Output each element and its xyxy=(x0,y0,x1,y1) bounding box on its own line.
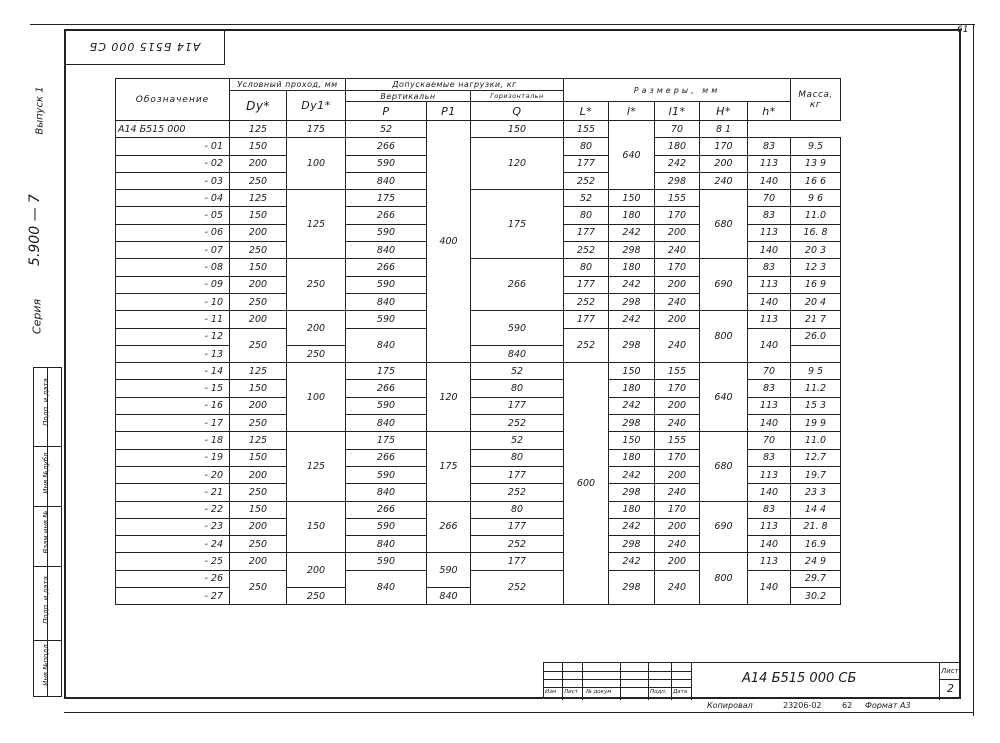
cell-designation: - 14 xyxy=(116,363,230,380)
cell-l1: 240 xyxy=(655,536,700,553)
header-designation: Обозначение xyxy=(116,79,230,121)
cell-l: 180 xyxy=(655,138,700,155)
cell-dy1: 100 xyxy=(287,138,346,190)
flipped-code: A14 Б515 000 СБ xyxy=(88,40,201,53)
header-dy1: Dу1* xyxy=(287,91,346,121)
cell-mass: 11.0 xyxy=(791,432,841,449)
cell-l: 242 xyxy=(609,518,655,535)
cell-designation: - 19 xyxy=(116,449,230,466)
cell-designation: - 22 xyxy=(116,501,230,518)
cell-q: 52 xyxy=(564,190,609,207)
cell-dy: 200 xyxy=(230,311,287,328)
footer-rule xyxy=(64,712,974,713)
cell-l: 150 xyxy=(609,432,655,449)
cell-l: 298 xyxy=(655,172,700,189)
cell-p: 840 xyxy=(346,570,427,605)
cell-dy: 200 xyxy=(230,397,287,414)
cell-designation: - 08 xyxy=(116,259,230,276)
right-edge-line xyxy=(973,24,974,716)
cell-q: 177 xyxy=(564,224,609,241)
header-L: L* xyxy=(564,102,609,121)
cell-q: 252 xyxy=(564,328,609,363)
cell-h: 113 xyxy=(748,466,791,483)
cell-h: 70 xyxy=(748,190,791,207)
table-row xyxy=(116,553,841,570)
cell-H: 640 xyxy=(700,363,748,432)
cell-q: 252 xyxy=(564,172,609,189)
cell-h: 113 xyxy=(748,397,791,414)
table-row xyxy=(116,138,841,155)
sheet-number: 61 xyxy=(957,25,969,35)
cell-l: 298 xyxy=(609,415,655,432)
cell-l1: 200 xyxy=(655,518,700,535)
cell-l1: 200 xyxy=(700,155,748,172)
cell-designation: - 24 xyxy=(116,536,230,553)
cell-p: 840 xyxy=(346,242,427,259)
cell-dy: 200 xyxy=(230,155,287,172)
cell-designation: - 10 xyxy=(116,293,230,310)
cell-dy: 150 xyxy=(230,259,287,276)
cell-l: 298 xyxy=(609,242,655,259)
cell-q: 177 xyxy=(471,553,564,570)
cell-l: 150 xyxy=(609,190,655,207)
cell-p: 590 xyxy=(346,466,427,483)
header-horizontal: Горизонтальн xyxy=(471,91,564,102)
cell-designation: - 01 xyxy=(116,138,230,155)
cell-q: 80 xyxy=(471,449,564,466)
cell-q: 252 xyxy=(564,293,609,310)
cell-l1: 200 xyxy=(655,397,700,414)
cell-mass: 19.7 xyxy=(791,466,841,483)
cell-mass: 21. 8 xyxy=(791,518,841,535)
table-body xyxy=(116,121,841,605)
cell-dy: 200 xyxy=(230,276,287,293)
cell-H: 800 xyxy=(700,311,748,363)
cell-l1: 240 xyxy=(655,242,700,259)
header-dims: Размеры, мм xyxy=(564,79,791,102)
cell-p1: 590 xyxy=(471,311,564,346)
cell-l1: 155 xyxy=(564,121,609,138)
footer-format: Формат А3 xyxy=(865,701,911,710)
cell-p: 590 xyxy=(346,155,427,172)
cell-p: 266 xyxy=(346,207,427,224)
cell-mass: 11.0 xyxy=(791,207,841,224)
cell-q: 80 xyxy=(471,501,564,518)
left-stamp-strip xyxy=(33,367,62,697)
cell-designation: - 18 xyxy=(116,432,230,449)
cell-designation: - 03 xyxy=(116,172,230,189)
cell-h: 140 xyxy=(748,242,791,259)
cell-p: 590 xyxy=(346,397,427,414)
cell-h: 140 xyxy=(748,536,791,553)
cell-designation: - 16 xyxy=(116,397,230,414)
cell-mass: 9 6 xyxy=(791,190,841,207)
cell-q: 52 xyxy=(471,432,564,449)
cell-dy1: 150 xyxy=(287,501,346,553)
col-sign: Подп. xyxy=(650,689,667,695)
cell-l1: 200 xyxy=(655,553,700,570)
header-q: Q xyxy=(471,102,564,121)
cell-dy: 250 xyxy=(230,172,287,189)
cell-p: 590 xyxy=(346,311,427,328)
cell-l: 298 xyxy=(609,570,655,605)
cell-dy1: 250 xyxy=(287,588,346,605)
cell-dy1: 200 xyxy=(287,553,346,588)
cell-designation: - 11 xyxy=(116,311,230,328)
cell-l: 180 xyxy=(609,259,655,276)
cell-l: 242 xyxy=(609,311,655,328)
cell-dy1: 125 xyxy=(287,432,346,501)
cell-p: 175 xyxy=(346,432,427,449)
flipped-code-box xyxy=(64,29,225,65)
cell-q: 177 xyxy=(471,397,564,414)
cell-q: 177 xyxy=(471,466,564,483)
cell-p: 840 xyxy=(346,536,427,553)
col-list: Лист xyxy=(564,689,578,695)
cell-p: 175 xyxy=(287,121,346,138)
cell-mass: 16 9 xyxy=(791,276,841,293)
cell-dy: 250 xyxy=(230,536,287,553)
header-l: l* xyxy=(609,102,655,121)
cell-h: 140 xyxy=(748,172,791,189)
cell-dy: 125 xyxy=(230,432,287,449)
title-block xyxy=(543,662,961,699)
cell-H: 680 xyxy=(700,190,748,259)
cell-dy: 250 xyxy=(230,570,287,605)
cell-designation: - 17 xyxy=(116,415,230,432)
cell-q: 177 xyxy=(564,311,609,328)
footer-page: 62 xyxy=(842,701,853,710)
cell-mass: 19 9 xyxy=(791,415,841,432)
cell-l1: 170 xyxy=(655,259,700,276)
cell-p: 175 xyxy=(346,363,427,380)
cell-h: 70 xyxy=(748,432,791,449)
cell-h: 140 xyxy=(748,484,791,501)
cell-mass: 13 9 xyxy=(791,155,841,172)
cell-mass: 24 9 xyxy=(791,553,841,570)
cell-mass: 30.2 xyxy=(791,588,841,605)
cell-l: 298 xyxy=(609,484,655,501)
cell-designation: - 06 xyxy=(116,224,230,241)
cell-designation: - 15 xyxy=(116,380,230,397)
header-p1: P1 xyxy=(427,102,471,121)
stamp-field-0: Инв.№подл. xyxy=(42,642,50,686)
cell-designation: - 04 xyxy=(116,190,230,207)
table-row xyxy=(116,363,841,380)
cell-mass: 23 3 xyxy=(791,484,841,501)
cell-l: 298 xyxy=(609,293,655,310)
header-H: H* xyxy=(700,102,748,121)
cell-l: 242 xyxy=(609,466,655,483)
sheet-no: 2 xyxy=(947,682,954,695)
cell-dy: 250 xyxy=(230,484,287,501)
cell-dy1: 250 xyxy=(287,345,346,362)
cell-h: 83 xyxy=(748,259,791,276)
cell-p: 175 xyxy=(346,190,427,207)
cell-L: 400 xyxy=(427,121,471,363)
cell-dy: 125 xyxy=(230,363,287,380)
cell-p: 266 xyxy=(346,259,427,276)
cell-h: 113 xyxy=(748,553,791,570)
cell-h: 140 xyxy=(748,415,791,432)
stamp-field-2: Взам.инв.№ xyxy=(42,510,50,554)
cell-l1: 240 xyxy=(655,415,700,432)
cell-q: 252 xyxy=(471,536,564,553)
cell-dy: 250 xyxy=(230,328,287,363)
cell-mass: 8 1 xyxy=(700,121,748,138)
cell-dy: 125 xyxy=(230,190,287,207)
cell-h: 113 xyxy=(748,518,791,535)
cell-mass: 9 5 xyxy=(791,363,841,380)
cell-l: 298 xyxy=(609,536,655,553)
cell-l1: 200 xyxy=(655,311,700,328)
cell-designation: - 27 xyxy=(116,588,230,605)
stamp-field-4: Подп. и дата xyxy=(42,378,50,426)
table-row xyxy=(116,311,841,328)
cell-l: 180 xyxy=(609,449,655,466)
cell-dy: 200 xyxy=(230,466,287,483)
cell-h: 83 xyxy=(748,207,791,224)
table-row xyxy=(116,259,841,276)
col-date: Дата xyxy=(673,689,688,695)
cell-mass xyxy=(791,345,841,362)
cell-p1: 590 xyxy=(427,553,471,588)
cell-p: 590 xyxy=(346,224,427,241)
cell-dy1: 250 xyxy=(287,259,346,311)
cell-l1: 240 xyxy=(700,172,748,189)
cell-l1: 200 xyxy=(655,276,700,293)
cell-dy: 150 xyxy=(230,449,287,466)
cell-l1: 155 xyxy=(655,190,700,207)
cell-l1: 170 xyxy=(655,449,700,466)
cell-mass: 12 3 xyxy=(791,259,841,276)
cell-l: 180 xyxy=(609,501,655,518)
cell-h: 113 xyxy=(748,155,791,172)
header-p: P xyxy=(346,102,427,121)
cell-p: 590 xyxy=(346,276,427,293)
cell-p: 266 xyxy=(346,380,427,397)
cell-dy: 250 xyxy=(230,415,287,432)
cell-h: 140 xyxy=(748,293,791,310)
cell-h: 70 xyxy=(748,363,791,380)
cell-l1: 240 xyxy=(655,570,700,605)
header-vertical: Вертикальн xyxy=(346,91,471,102)
cell-mass: 29.7 xyxy=(791,570,841,587)
table-row xyxy=(116,190,841,207)
cell-q: 80 xyxy=(564,138,609,155)
cell-mass: 15 3 xyxy=(791,397,841,414)
header-mass: Масса, кг xyxy=(791,79,841,121)
top-rule xyxy=(30,24,975,25)
cell-h: 140 xyxy=(748,570,791,605)
cell-dy: 150 xyxy=(230,380,287,397)
stamp-field-1: Подп. и дата xyxy=(42,576,50,624)
cell-mass: 21 7 xyxy=(791,311,841,328)
cell-designation: - 26 xyxy=(116,570,230,587)
cell-h: 113 xyxy=(748,276,791,293)
cell-p1: 120 xyxy=(471,138,564,190)
cell-dy: 250 xyxy=(230,242,287,259)
stamp-field-3: Инв.№дубл. xyxy=(42,450,50,494)
cell-q: 52 xyxy=(346,121,427,138)
cell-mass: 26.0 xyxy=(791,328,841,345)
cell-l1: 240 xyxy=(655,484,700,501)
cell-q: 252 xyxy=(564,242,609,259)
cell-l1: 200 xyxy=(655,466,700,483)
cell-l1: 200 xyxy=(655,224,700,241)
cell-q: 80 xyxy=(471,380,564,397)
cell-dy: 125 xyxy=(230,121,287,138)
cell-l: 180 xyxy=(609,207,655,224)
cell-designation: A14 Б515 000 xyxy=(116,121,230,138)
cell-H: 680 xyxy=(700,432,748,501)
cell-p1: 175 xyxy=(471,190,564,259)
cell-q: 177 xyxy=(564,276,609,293)
cell-q: 252 xyxy=(471,484,564,501)
cell-l1: 155 xyxy=(655,432,700,449)
cell-designation: - 07 xyxy=(116,242,230,259)
cell-h: 113 xyxy=(748,311,791,328)
cell-p: 840 xyxy=(346,328,427,363)
cell-designation: - 02 xyxy=(116,155,230,172)
cell-mass: 9.5 xyxy=(791,138,841,155)
table-row xyxy=(116,501,841,518)
cell-designation: - 21 xyxy=(116,484,230,501)
cell-l1: 170 xyxy=(700,138,748,155)
cell-l1: 240 xyxy=(655,293,700,310)
cell-l: 150 xyxy=(471,121,564,138)
cell-p: 840 xyxy=(346,415,427,432)
cell-mass: 14 4 xyxy=(791,501,841,518)
cell-mass: 20 4 xyxy=(791,293,841,310)
cell-mass: 11.2 xyxy=(791,380,841,397)
cell-h: 140 xyxy=(748,328,791,363)
cell-H: 800 xyxy=(700,553,748,605)
cell-dy1: 200 xyxy=(287,311,346,346)
table-row xyxy=(116,432,841,449)
cell-dy: 250 xyxy=(230,293,287,310)
series-value: 5.900 — 7 xyxy=(27,194,43,266)
cell-l: 242 xyxy=(609,276,655,293)
cell-dy: 150 xyxy=(230,207,287,224)
cell-h: 83 xyxy=(748,449,791,466)
cell-q: 252 xyxy=(471,570,564,605)
header-h: h* xyxy=(748,102,791,121)
cell-p1: 840 xyxy=(471,345,564,362)
cell-q: 52 xyxy=(471,363,564,380)
header-dy: Dу* xyxy=(230,91,287,121)
cell-p: 266 xyxy=(346,449,427,466)
cell-mass: 16 6 xyxy=(791,172,841,189)
cell-l1: 240 xyxy=(655,328,700,363)
cell-designation: - 20 xyxy=(116,466,230,483)
cell-p1: 175 xyxy=(427,432,471,501)
cell-L: 600 xyxy=(564,363,609,605)
cell-p: 590 xyxy=(346,518,427,535)
cell-H: 640 xyxy=(609,121,655,190)
cell-p: 840 xyxy=(346,172,427,189)
cell-p: 266 xyxy=(346,501,427,518)
title-code: A14 Б515 000 СБ xyxy=(742,671,857,686)
col-izm: Изм xyxy=(545,689,557,695)
cell-dy: 150 xyxy=(230,501,287,518)
cell-designation: - 23 xyxy=(116,518,230,535)
issue-label: Выпуск 1 xyxy=(34,86,46,135)
cell-q: 80 xyxy=(564,207,609,224)
cell-dy: 150 xyxy=(230,138,287,155)
cell-mass: 16.9 xyxy=(791,536,841,553)
cell-l1: 170 xyxy=(655,380,700,397)
cell-p1: 120 xyxy=(427,363,471,432)
cell-p1: 266 xyxy=(427,501,471,553)
cell-l: 180 xyxy=(609,380,655,397)
cell-h: 83 xyxy=(748,138,791,155)
cell-p1: 266 xyxy=(471,259,564,311)
cell-designation: - 25 xyxy=(116,553,230,570)
cell-H: 690 xyxy=(700,259,748,311)
footer-copied: Копировал xyxy=(707,701,753,710)
cell-l1: 155 xyxy=(655,363,700,380)
cell-h: 113 xyxy=(748,224,791,241)
footer-code: 23206-02 xyxy=(783,701,822,710)
cell-p: 266 xyxy=(346,138,427,155)
cell-h: 83 xyxy=(748,501,791,518)
cell-p1: 840 xyxy=(427,588,471,605)
header-loads: Допускаемые нагрузки, кг xyxy=(346,79,564,91)
header-nominal-pass: Условный проход, мм xyxy=(230,79,346,91)
cell-q: 80 xyxy=(564,259,609,276)
cell-designation: - 12 xyxy=(116,328,230,345)
col-doc: № докум xyxy=(586,689,612,695)
cell-l: 242 xyxy=(609,224,655,241)
cell-q: 177 xyxy=(564,155,609,172)
cell-l: 150 xyxy=(609,363,655,380)
cell-dy: 200 xyxy=(230,224,287,241)
cell-p: 840 xyxy=(346,484,427,501)
series-label: Серия xyxy=(30,298,44,335)
cell-l: 242 xyxy=(609,397,655,414)
cell-designation: - 13 xyxy=(116,345,230,362)
cell-H: 690 xyxy=(700,501,748,553)
cell-p: 590 xyxy=(346,553,427,570)
header-l1: l1* xyxy=(655,102,700,121)
cell-dy1: 125 xyxy=(287,190,346,259)
cell-designation: - 05 xyxy=(116,207,230,224)
cell-q: 252 xyxy=(471,415,564,432)
dimensions-table xyxy=(115,78,841,605)
cell-q: 177 xyxy=(471,518,564,535)
cell-designation: - 09 xyxy=(116,276,230,293)
cell-dy: 200 xyxy=(230,518,287,535)
cell-dy1: 100 xyxy=(287,363,346,432)
cell-mass: 16. 8 xyxy=(791,224,841,241)
cell-l1: 170 xyxy=(655,207,700,224)
cell-mass: 12.7 xyxy=(791,449,841,466)
table-row xyxy=(116,121,841,138)
cell-l: 242 xyxy=(609,553,655,570)
cell-p: 840 xyxy=(346,293,427,310)
cell-l: 242 xyxy=(655,155,700,172)
cell-h: 83 xyxy=(748,380,791,397)
cell-h: 70 xyxy=(655,121,700,138)
cell-mass: 20 3 xyxy=(791,242,841,259)
cell-l: 298 xyxy=(609,328,655,363)
cell-l1: 170 xyxy=(655,501,700,518)
cell-dy: 200 xyxy=(230,553,287,570)
sheet-label: Лист xyxy=(941,667,959,675)
